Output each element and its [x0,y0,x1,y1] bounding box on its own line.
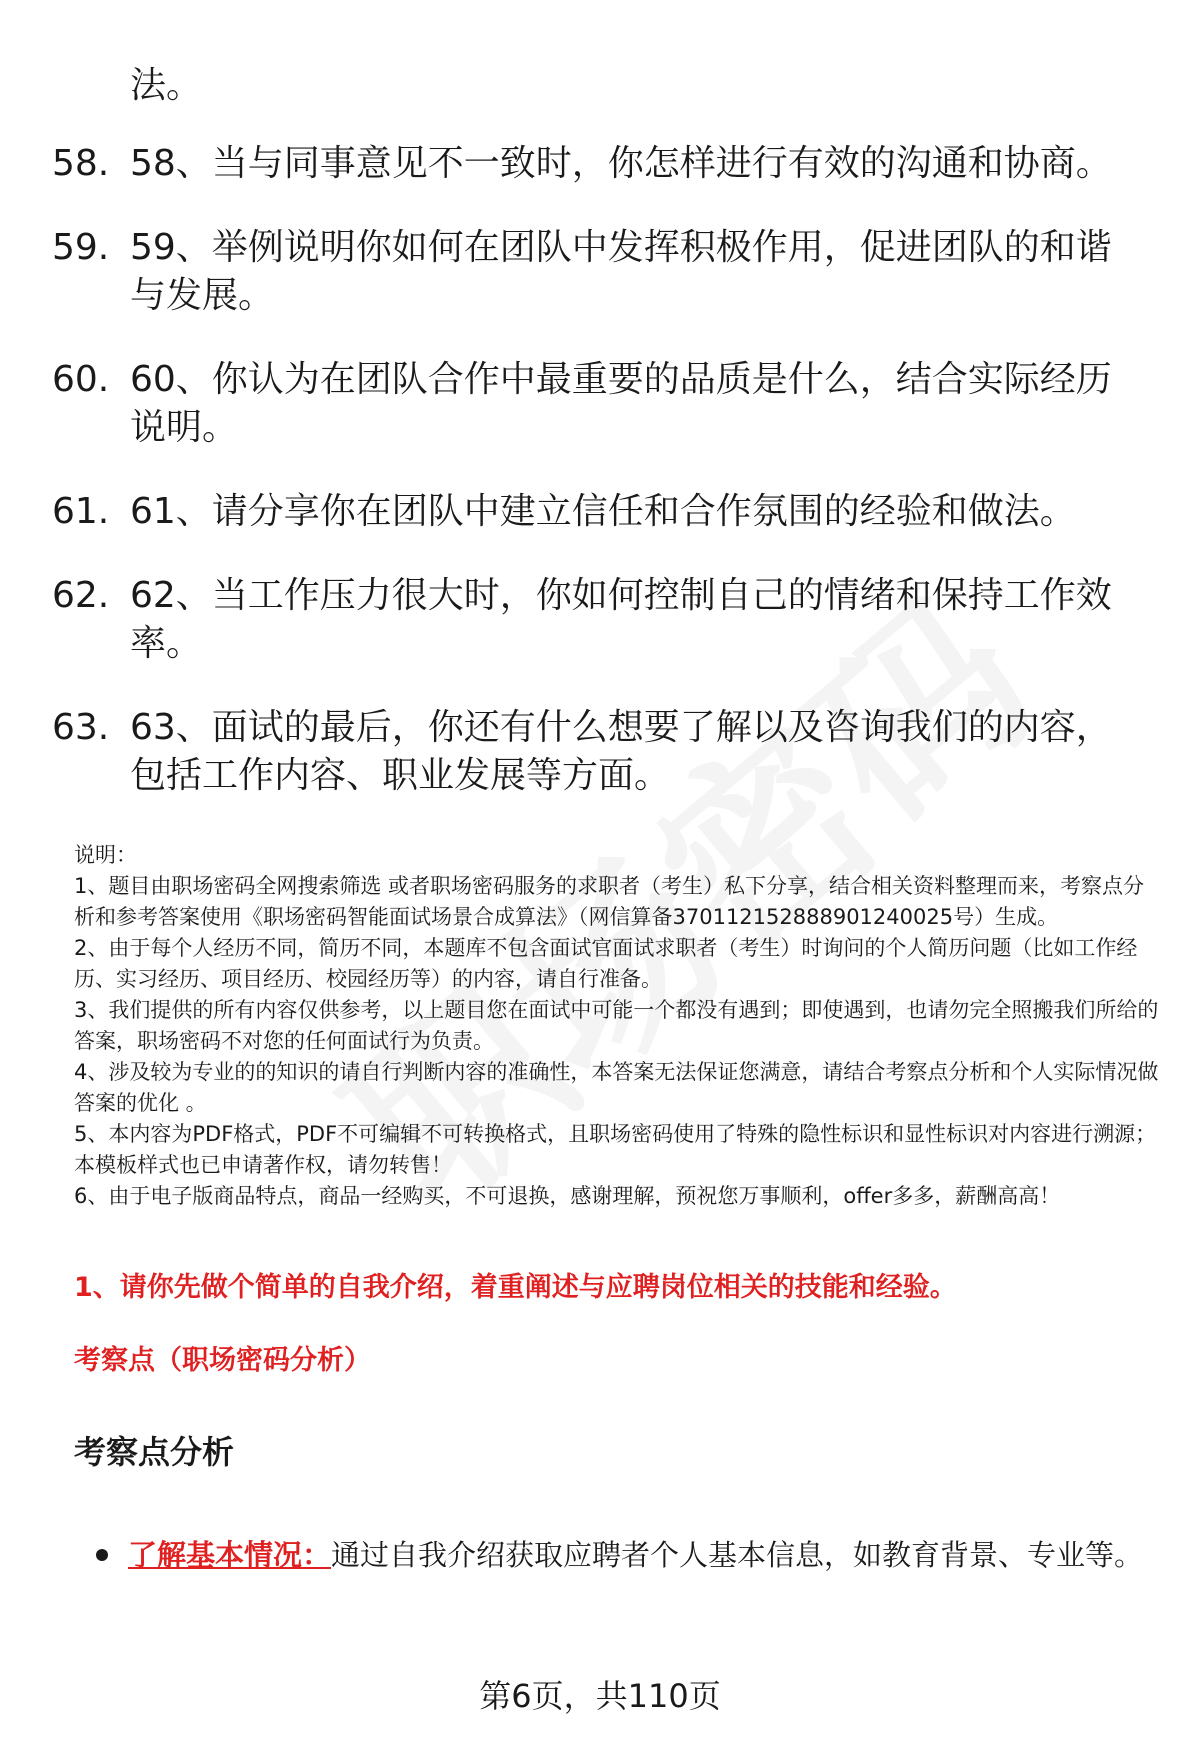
bullet-label: 了解基本情况： [128,1538,332,1572]
question-text: 58、当与同事意见不一致时，你怎样进行有效的沟通和协商。 [130,143,1112,184]
question-text: 63、面试的最后，你还有什么想要了解以及咨询我们的内容，包括工作内容、职业发展等方面。 [130,707,1112,796]
question-number: 58. [52,143,110,184]
sub-heading: 考察点（职场密码分析） [74,1345,371,1376]
question-number: 59. [52,227,110,268]
question-item [0,224,1200,320]
question-item [0,488,1200,536]
question-number: 63. [52,707,110,748]
question-text: 61、请分享你在团队中建立信任和合作氛围的经验和做法。 [130,491,1076,532]
question-item [0,356,1200,452]
question-heading: 1、请你先做个简单的自我介绍，着重阐述与应聘岗位相关的技能和经验。 [74,1272,957,1303]
notes-item: 5、本内容为PDF格式，PDF不可编辑不可转换格式，且职场密码使用了特殊的隐性标识和显性标识对内容进行溯源；本模板样式也已申请著作权，请勿转售！ [74,1122,1157,1177]
analysis-bullet [128,1526,1148,1584]
notes-title: 说明： [74,843,137,867]
question-text: 62、当工作压力很大时，你如何控制自己的情绪和保持工作效率。 [130,575,1112,664]
question-text: 60、你认为在团队合作中最重要的品质是什么，结合实际经历说明。 [130,359,1112,448]
question-text: 59、举例说明你如何在团队中发挥积极作用，促进团队的和谐与发展。 [130,227,1112,316]
question-item [0,140,1200,188]
notes-block [74,840,1159,1212]
analysis-heading: 考察点分析 [74,1433,235,1471]
question-item [0,704,1200,800]
bullet-dot-icon [96,1549,108,1561]
notes-item: 2、由于每个人经历不同，简历不同，本题库不包含面试官面试求职者（考生）时询问的个人简历问题（比如工作经历、实习经历、项目经历、校园经历等）的内容，请自行准备。 [74,936,1138,991]
notes-item: 4、涉及较为专业的的知识的请自行判断内容的准确性，本答案无法保证您满意，请结合考察点分析和个人实际情况做答案的优化 。 [74,1060,1159,1115]
notes-item: 6、由于电子版商品特点，商品一经购买，不可退换，感谢理解，预祝您万事顺利，offer多多，薪酬高高！ [74,1184,1061,1208]
continuation-text: 法。 [130,65,203,106]
question-number: 62. [52,575,110,616]
page-footer: 第6页，共110页 [479,1677,721,1715]
question-number: 60. [52,359,110,400]
notes-item: 1、题目由职场密码全网搜索筛选 或者职场密码服务的求职者（考生）私下分享，结合相关资料整理而来，考察点分析和参考答案使用《职场密码智能面试场景合成算法》（网信算备370112152888901240025号）生成。 [74,874,1145,929]
bullet-text: 通过自我介绍获取应聘者个人基本信息，如教育背景、专业等。 [331,1538,1144,1572]
question-number: 61. [52,491,110,532]
question-list [0,140,1200,836]
question-item [0,572,1200,668]
notes-item: 3、我们提供的所有内容仅供参考，以上题目您在面试中可能一个都没有遇到；即使遇到，也请勿完全照搬我们所给的答案，职场密码不对您的任何面试行为负责。 [74,998,1159,1053]
